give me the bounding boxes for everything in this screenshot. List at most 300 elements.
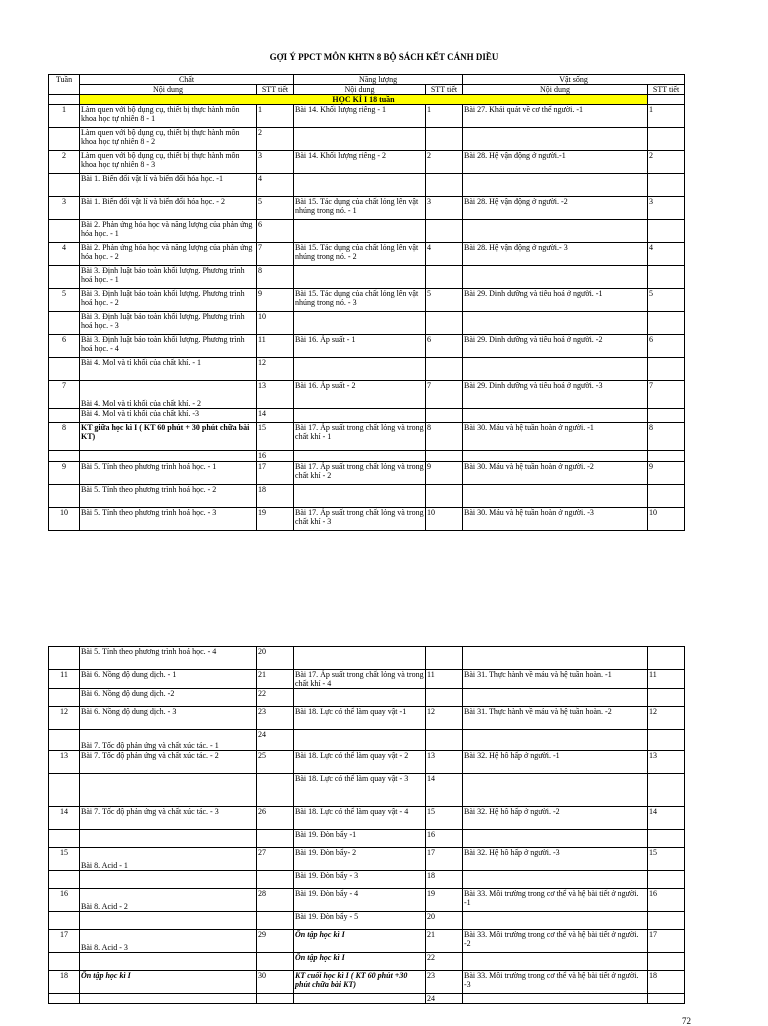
- cell-chat-stt: [257, 830, 294, 848]
- cell-tuan: [49, 358, 80, 381]
- cell-tuan: 9: [49, 462, 80, 485]
- table-row: [49, 289, 685, 312]
- cell-vat-song-stt: [648, 312, 685, 335]
- table-row: [49, 266, 685, 289]
- header-row-columns: [49, 85, 685, 95]
- cell-vat-song-noi-dung: Bài 32. Hệ hô hấp ở người. -1: [463, 751, 648, 774]
- header-stt-tiet: STT tiết: [257, 85, 294, 95]
- cell-vat-song-noi-dung: Bài 29. Dinh dưỡng và tiêu hoá ở người. -1: [463, 289, 648, 312]
- cell-vat-song-stt: [648, 774, 685, 807]
- cell-nang-luong-stt: 13: [426, 751, 463, 774]
- cell-chat-noi-dung: [80, 830, 257, 848]
- cell-chat-stt: 16: [257, 451, 294, 462]
- cell-chat-stt: [257, 774, 294, 807]
- cell-vat-song-stt: [648, 871, 685, 889]
- cell-tuan: 14: [49, 807, 80, 830]
- cell-chat-stt: 9: [257, 289, 294, 312]
- cell-nang-luong-stt: 1: [426, 105, 463, 128]
- cell-nang-luong-stt: 19: [426, 889, 463, 912]
- cell-chat-noi-dung: [80, 994, 257, 1004]
- cell-vat-song-noi-dung: [463, 994, 648, 1004]
- cell-vat-song-stt: [648, 128, 685, 151]
- cell-nang-luong-stt: 6: [426, 335, 463, 358]
- cell-chat-stt: 27: [257, 848, 294, 871]
- cell-chat-stt: 8: [257, 266, 294, 289]
- cell-nang-luong-noi-dung: Bài 19. Đòn bẩy -1: [294, 830, 426, 848]
- cell-vat-song-noi-dung: [463, 953, 648, 971]
- cell-chat-stt: 20: [257, 647, 294, 670]
- table-row: [49, 243, 685, 266]
- cell-nang-luong-noi-dung: Bài 16. Áp suất - 1: [294, 335, 426, 358]
- cell-nang-luong-stt: 23: [426, 971, 463, 994]
- cell-tuan: [49, 871, 80, 889]
- cell-vat-song-noi-dung: Bài 30. Máu và hệ tuần hoàn ở người. -3: [463, 508, 648, 531]
- header-chat: Chất: [80, 75, 294, 85]
- cell-vat-song-noi-dung: [463, 774, 648, 807]
- cell-chat-stt: 21: [257, 670, 294, 689]
- cell-chat-noi-dung: [80, 912, 257, 930]
- cell-tuan: [49, 730, 80, 751]
- cell-vat-song-noi-dung: Bài 33. Môi trường trong cơ thể và hệ bài tiết ở người. -2: [463, 930, 648, 953]
- cell-nang-luong-stt: 20: [426, 912, 463, 930]
- cell-vat-song-noi-dung: Bài 31. Thực hành về máu và hệ tuần hoàn. -2: [463, 707, 648, 730]
- cell-tuan: 6: [49, 335, 80, 358]
- header-noi-dung: Nội dung: [294, 85, 426, 95]
- cell-chat-stt: 18: [257, 485, 294, 508]
- cell-vat-song-noi-dung: [463, 485, 648, 508]
- cell-chat-stt: 4: [257, 174, 294, 197]
- cell-nang-luong-noi-dung: [294, 174, 426, 197]
- cell-nang-luong-stt: 10: [426, 508, 463, 531]
- cell-nang-luong-stt: [426, 128, 463, 151]
- cell-chat-noi-dung: Bài 5. Tính theo phương trình hoá học. - 1: [80, 462, 257, 485]
- cell-tuan: [49, 689, 80, 707]
- cell-nang-luong-stt: [426, 730, 463, 751]
- cell-tuan: 13: [49, 751, 80, 774]
- cell-nang-luong-noi-dung: Bài 17. Áp suất trong chất lỏng và trong chất khí - 1: [294, 423, 426, 451]
- cell-chat-noi-dung: Bài 4. Mol và tỉ khối của chất khí. -3: [80, 409, 257, 423]
- cell-chat-noi-dung: Bài 7. Tốc độ phản ứng và chất xúc tác. - 2: [80, 751, 257, 774]
- cell-chat-noi-dung: Bài 6. Nồng độ dung dịch. - 3: [80, 707, 257, 730]
- cell-nang-luong-noi-dung: [294, 485, 426, 508]
- cell-tuan: [49, 409, 80, 423]
- cell-tuan: [49, 220, 80, 243]
- cell-nang-luong-noi-dung: Ôn tập học kì I: [294, 930, 426, 953]
- cell-vat-song-noi-dung: Bài 29. Dinh dưỡng và tiêu hoá ở người. -2: [463, 335, 648, 358]
- cell-vat-song-stt: [648, 358, 685, 381]
- cell-chat-noi-dung: Ôn tập học kì I: [80, 971, 257, 994]
- table-row: [49, 774, 685, 807]
- table-row: [49, 462, 685, 485]
- cell-chat-noi-dung: [80, 953, 257, 971]
- cell-nang-luong-noi-dung: Bài 19. Đòn bẩy - 4: [294, 889, 426, 912]
- cell-vat-song-stt: 4: [648, 243, 685, 266]
- cell-vat-song-noi-dung: [463, 830, 648, 848]
- cell-vat-song-stt: 2: [648, 151, 685, 174]
- cell-chat-stt: 23: [257, 707, 294, 730]
- cell-chat-stt: 17: [257, 462, 294, 485]
- cell-vat-song-noi-dung: Bài 28. Hệ vận động ở người.- 3: [463, 243, 648, 266]
- cell-chat-noi-dung: Bài 1. Biến đổi vật lí và biến đổi hóa học. -1: [80, 174, 257, 197]
- cell-tuan: [49, 451, 80, 462]
- cell-tuan: 3: [49, 197, 80, 220]
- cell-chat-stt: 25: [257, 751, 294, 774]
- cell-chat-noi-dung: Làm quen với bộ dụng cụ, thiết bị thực hành môn khoa học tự nhiên 8 - 2: [80, 128, 257, 151]
- header-row-groups: [49, 75, 685, 85]
- cell-chat-noi-dung: [80, 871, 257, 889]
- cell-chat-stt: 29: [257, 930, 294, 953]
- cell-tuan: 2: [49, 151, 80, 174]
- header-noi-dung: Nội dung: [463, 85, 648, 95]
- cell-vat-song-stt: [648, 830, 685, 848]
- cell-chat-stt: 28: [257, 889, 294, 912]
- cell-nang-luong-noi-dung: Bài 18. Lực có thể làm quay vật - 3: [294, 774, 426, 807]
- table-row: [49, 848, 685, 871]
- cell-nang-luong-noi-dung: Bài 14. Khối lượng riêng - 2: [294, 151, 426, 174]
- cell-vat-song-stt: 7: [648, 381, 685, 409]
- cell-chat-noi-dung: Bài 5. Tính theo phương trình hoá học. - 3: [80, 508, 257, 531]
- cell-vat-song-stt: 3: [648, 197, 685, 220]
- table-row: [49, 689, 685, 707]
- cell-vat-song-noi-dung: [463, 647, 648, 670]
- table-row: [49, 335, 685, 358]
- cell-nang-luong-noi-dung: KT cuối học kì I ( KT 60 phút +30 phút chữa bài KT): [294, 971, 426, 994]
- cell-nang-luong-noi-dung: [294, 409, 426, 423]
- cell-chat-noi-dung: Bài 8. Acid - 2: [80, 889, 257, 912]
- cell-nang-luong-stt: [426, 451, 463, 462]
- cell-vat-song-noi-dung: [463, 730, 648, 751]
- table-row: [49, 830, 685, 848]
- cell-chat-stt: 30: [257, 971, 294, 994]
- cell-nang-luong-stt: 15: [426, 807, 463, 830]
- cell-nang-luong-noi-dung: [294, 689, 426, 707]
- cell-chat-noi-dung: Làm quen với bộ dụng cụ, thiết bị thực hành môn khoa học tự nhiên 8 - 1: [80, 105, 257, 128]
- cell-chat-noi-dung: [80, 451, 257, 462]
- cell-vat-song-noi-dung: [463, 689, 648, 707]
- cell-chat-stt: [257, 994, 294, 1004]
- cell-chat-stt: 13: [257, 381, 294, 409]
- cell-vat-song-stt: 10: [648, 508, 685, 531]
- cell-vat-song-noi-dung: [463, 358, 648, 381]
- cell-chat-noi-dung: [80, 774, 257, 807]
- table-row: [49, 128, 685, 151]
- cell-nang-luong-noi-dung: Bài 16. Áp suất - 2: [294, 381, 426, 409]
- cell-vat-song-noi-dung: Bài 30. Máu và hệ tuần hoàn ở người. -1: [463, 423, 648, 451]
- cell-nang-luong-stt: 12: [426, 707, 463, 730]
- cell-tuan: 11: [49, 670, 80, 689]
- cell-chat-stt: 12: [257, 358, 294, 381]
- table-row: [49, 670, 685, 689]
- cell-nang-luong-noi-dung: Bài 15. Tác dụng của chất lỏng lên vật nhúng trong nó. - 3: [294, 289, 426, 312]
- cell-vat-song-stt: 13: [648, 751, 685, 774]
- cell-vat-song-stt: [648, 953, 685, 971]
- cell-chat-noi-dung: KT giữa học kì I ( KT 60 phút + 30 phút chữa bài KT): [80, 423, 257, 451]
- cell-nang-luong-noi-dung: [294, 266, 426, 289]
- cell-nang-luong-stt: 7: [426, 381, 463, 409]
- table-row: [49, 751, 685, 774]
- cell-chat-noi-dung: Bài 6. Nồng độ dung dịch. - 1: [80, 670, 257, 689]
- cell-nang-luong-noi-dung: [294, 312, 426, 335]
- cell-chat-noi-dung: Bài 3. Định luật bảo toàn khối lượng. Phương trình hoá học. - 1: [80, 266, 257, 289]
- cell-nang-luong-stt: 2: [426, 151, 463, 174]
- semester-row: [49, 95, 685, 105]
- table-row: [49, 381, 685, 409]
- cell-nang-luong-stt: 18: [426, 871, 463, 889]
- cell-nang-luong-noi-dung: Bài 17. Áp suất trong chất lỏng và trong chất khí - 4: [295, 670, 424, 688]
- cell-nang-luong-noi-dung: Bài 17. Áp suất trong chất lỏng và trong chất khí - 3: [294, 508, 426, 531]
- cell-tuan: [49, 994, 80, 1004]
- cell-nang-luong-stt: [426, 358, 463, 381]
- cell-chat-noi-dung: Bài 1. Biến đổi vật lí và biến đổi hóa học. - 2: [80, 197, 257, 220]
- cell-nang-luong-noi-dung: Bài 18. Lực có thể làm quay vật - 4: [294, 807, 426, 830]
- cell-chat-noi-dung: Làm quen với bộ dụng cụ, thiết bị thực hành môn khoa học tự nhiên 8 - 3: [80, 151, 257, 174]
- cell-nang-luong-stt: 11: [426, 670, 463, 689]
- cell-chat-noi-dung: Bài 7. Tốc độ phản ứng và chất xúc tác. - 3: [80, 807, 257, 830]
- cell-nang-luong-stt: [426, 689, 463, 707]
- page-number: 72: [682, 1016, 691, 1026]
- cell-vat-song-noi-dung: [463, 871, 648, 889]
- cell-vat-song-stt: 15: [648, 848, 685, 871]
- cell-nang-luong-stt: [426, 174, 463, 197]
- cell-tuan: 4: [49, 243, 80, 266]
- cell-vat-song-noi-dung: [463, 312, 648, 335]
- cell-chat-noi-dung: Bài 6. Nồng độ dung dịch. -2: [80, 689, 257, 707]
- cell-vat-song-noi-dung: [463, 174, 648, 197]
- cell-chat-stt: [257, 871, 294, 889]
- table-row: [49, 451, 685, 462]
- cell-vat-song-stt: [648, 912, 685, 930]
- cell-nang-luong-stt: [426, 485, 463, 508]
- cell-chat-stt: 3: [257, 151, 294, 174]
- cell-vat-song-stt: [648, 409, 685, 423]
- cell-nang-luong-noi-dung: Bài 19. Đòn bẩy- 2: [294, 848, 426, 871]
- cell-tuan: 17: [49, 930, 80, 953]
- cell-vat-song-noi-dung: [463, 451, 648, 462]
- table-row: [49, 508, 685, 531]
- table-row: [49, 647, 685, 670]
- cell-tuan: 15: [49, 848, 80, 871]
- cell-tuan: [49, 312, 80, 335]
- cell-vat-song-stt: [648, 689, 685, 707]
- cell-vat-song-noi-dung: [463, 220, 648, 243]
- cell-tuan: 8: [49, 423, 80, 451]
- cell-vat-song-noi-dung: Bài 28. Hệ vận động ở người.-1: [463, 151, 648, 174]
- cell-tuan: 10: [49, 508, 80, 531]
- cell-vat-song-stt: 6: [648, 335, 685, 358]
- table-row: [49, 358, 685, 381]
- table-row: [49, 871, 685, 889]
- cell-nang-luong-stt: 17: [426, 848, 463, 871]
- cell-vat-song-stt: [648, 647, 685, 670]
- cell-vat-song-stt: 16: [648, 889, 685, 912]
- header-stt-tiet: STT tiết: [648, 85, 685, 95]
- cell-chat-stt: 5: [257, 197, 294, 220]
- cell-chat-stt: 11: [257, 335, 294, 358]
- cell-vat-song-stt: 5: [648, 289, 685, 312]
- cell-vat-song-stt: 14: [648, 807, 685, 830]
- cell-vat-song-stt: [648, 266, 685, 289]
- cell-chat-noi-dung: Bài 8. Acid - 3: [80, 930, 257, 953]
- cell-vat-song-noi-dung: Bài 33. Môi trường trong cơ thể và hệ bài tiết ở người. -1: [463, 889, 648, 912]
- table-row: [49, 485, 685, 508]
- cell-nang-luong-noi-dung: Bài 15. Tác dụng của chất lỏng lên vật nhúng trong nó. - 1: [294, 197, 426, 220]
- cell-chat-stt: 15: [257, 423, 294, 451]
- cell-chat-noi-dung: Bài 5. Tính theo phương trình hoá học. - 2: [80, 485, 257, 508]
- cell-nang-luong-noi-dung: [294, 730, 426, 751]
- header-tuan: Tuần: [49, 75, 80, 95]
- cell-chat-noi-dung: Bài 3. Định luật bảo toàn khối lượng. Phương trình hoá học. - 3: [80, 312, 257, 335]
- table-row: [49, 312, 685, 335]
- cell-nang-luong-noi-dung: [294, 647, 426, 670]
- table-row: [49, 409, 685, 423]
- cell-chat-stt: [257, 912, 294, 930]
- cell-chat-noi-dung: Bài 3. Định luật bảo toàn khối lượng. Phương trình hoá học. - 2: [80, 289, 257, 312]
- cell-nang-luong-noi-dung: [294, 358, 426, 381]
- cell-nang-luong-noi-dung: [294, 994, 426, 1004]
- cell-tuan: [49, 174, 80, 197]
- header-noi-dung: Nội dung: [80, 85, 257, 95]
- cell-nang-luong-stt: [426, 220, 463, 243]
- cell-tuan: 1: [49, 105, 80, 128]
- cell-nang-luong-stt: [426, 647, 463, 670]
- cell-nang-luong-stt: [426, 266, 463, 289]
- cell-nang-luong-stt: 21: [426, 930, 463, 953]
- cell-chat-noi-dung: Bài 4. Mol và tỉ khối của chất khí. - 2: [80, 381, 257, 409]
- header-vat-song: Vật sống: [463, 75, 685, 85]
- cell-vat-song-stt: [648, 994, 685, 1004]
- cell-vat-song-stt: 18: [648, 971, 685, 994]
- cell-nang-luong-noi-dung: Bài 19. Đòn bẩy - 5: [294, 912, 426, 930]
- cell-nang-luong-noi-dung: Bài 19. Đòn bẩy - 3: [294, 871, 426, 889]
- table-row: [49, 220, 685, 243]
- cell-chat-stt: 10: [257, 312, 294, 335]
- cell-tuan: 18: [49, 971, 80, 994]
- cell-tuan: [49, 485, 80, 508]
- cell-vat-song-noi-dung: [463, 912, 648, 930]
- cell-vat-song-noi-dung: Bài 27. Khái quát về cơ thể người. -1: [463, 105, 648, 128]
- cell-nang-luong-noi-dung: Ôn tập học kì I: [294, 953, 426, 971]
- cell-nang-luong-noi-dung: [294, 451, 426, 462]
- cell-chat-noi-dung: Bài 8. Acid - 1: [80, 848, 257, 871]
- cell-vat-song-noi-dung: Bài 31. Thực hành về máu và hệ tuần hoàn. -1: [463, 670, 648, 689]
- cell-nang-luong-stt: 9: [426, 462, 463, 485]
- cell-tuan: 12: [49, 707, 80, 730]
- cell-nang-luong-noi-dung: Bài 18. Lực có thể làm quay vật - 2: [294, 751, 426, 774]
- cell-chat-noi-dung: Bài 4. Mol và tỉ khối của chất khí. - 1: [80, 358, 257, 381]
- cell-vat-song-stt: 12: [648, 707, 685, 730]
- cell-tuan: 5: [49, 289, 80, 312]
- cell-chat-stt: 26: [257, 807, 294, 830]
- cell-nang-luong-noi-dung: Bài 17. Áp suất trong chất lỏng và trong chất khí - 2: [294, 462, 426, 485]
- cell-vat-song-stt: 8: [648, 423, 685, 451]
- table-row: [49, 889, 685, 912]
- cell-nang-luong-stt: 14: [426, 774, 463, 807]
- table-row: [49, 707, 685, 730]
- table-row: [49, 730, 685, 751]
- cell-nang-luong-stt: 3: [426, 197, 463, 220]
- cell-chat-stt: 7: [257, 243, 294, 266]
- header-stt-tiet: STT tiết: [426, 85, 463, 95]
- cell-vat-song-noi-dung: Bài 32. Hệ hô hấp ở người. -3: [463, 848, 648, 871]
- cell-chat-stt: 19: [257, 508, 294, 531]
- cell-tuan: [49, 912, 80, 930]
- cell-tuan: 7: [49, 381, 80, 409]
- table-row: [49, 930, 685, 953]
- cell-vat-song-stt: [648, 451, 685, 462]
- table-row: [49, 807, 685, 830]
- cell-chat-noi-dung: Bài 7. Tốc độ phản ứng và chất xúc tác. - 1: [80, 730, 257, 751]
- cell-vat-song-stt: [648, 220, 685, 243]
- cell-tuan: [49, 647, 80, 670]
- cell-chat-noi-dung: Bài 3. Định luật bảo toàn khối lượng. Phương trình hoá học. - 4: [80, 335, 257, 358]
- schedule-table-part-1: [48, 74, 685, 531]
- header-nang-luong: Năng lượng: [294, 75, 463, 85]
- cell-nang-luong-stt: 16: [426, 830, 463, 848]
- cell-nang-luong-noi-dung: Bài 14. Khối lượng riêng - 1: [294, 105, 426, 128]
- cell-vat-song-stt: 11: [648, 670, 685, 689]
- cell-nang-luong-stt: 5: [426, 289, 463, 312]
- cell-vat-song-noi-dung: [463, 409, 648, 423]
- cell-chat-stt: 14: [257, 409, 294, 423]
- cell-vat-song-noi-dung: Bài 33. Môi trường trong cơ thể và hệ bài tiết ở người. -3: [463, 971, 648, 994]
- cell-vat-song-noi-dung: Bài 28. Hệ vận động ở người. -2: [463, 197, 648, 220]
- cell-nang-luong-stt: 4: [426, 243, 463, 266]
- cell-vat-song-stt: [648, 730, 685, 751]
- semester-label: HỌC KÌ I 18 tuần: [80, 95, 648, 105]
- table-row: [49, 423, 685, 451]
- cell-nang-luong-stt: [426, 409, 463, 423]
- table-row: [49, 953, 685, 971]
- cell-nang-luong-noi-dung: [294, 220, 426, 243]
- cell-chat-stt: 24: [257, 730, 294, 751]
- table-row: [49, 994, 685, 1004]
- cell-nang-luong-noi-dung: [294, 128, 426, 151]
- cell-vat-song-stt: 17: [648, 930, 685, 953]
- cell-chat-noi-dung: Bài 2. Phản ứng hóa học và năng lượng của phản ứng hóa học. - 1: [80, 220, 257, 243]
- cell-vat-song-stt: [648, 485, 685, 508]
- table-row: [49, 971, 685, 994]
- cell-vat-song-noi-dung: [463, 266, 648, 289]
- cell-nang-luong-stt: 22: [426, 953, 463, 971]
- cell-nang-luong-stt: 24: [426, 994, 463, 1004]
- cell-tuan: [49, 953, 80, 971]
- cell-nang-luong-noi-dung: Bài 15. Tác dụng của chất lỏng lên vật nhúng trong nó. - 2: [294, 243, 426, 266]
- cell-chat-stt: [257, 953, 294, 971]
- cell-chat-stt: 6: [257, 220, 294, 243]
- table-row: [49, 105, 685, 128]
- cell-vat-song-noi-dung: Bài 30. Máu và hệ tuần hoàn ở người. -2: [463, 462, 648, 485]
- cell-vat-song-stt: 1: [648, 105, 685, 128]
- schedule-table-part-2: [48, 646, 685, 1004]
- cell-chat-stt: 1: [257, 105, 294, 128]
- cell-nang-luong-stt: [426, 312, 463, 335]
- page-title: GỢI Ý PPCT MÔN KHTN 8 BỘ SÁCH KẾT CÁNH DIỀU: [269, 52, 499, 62]
- table-row: [49, 197, 685, 220]
- cell-nang-luong-noi-dung: Bài 18. Lực có thể làm quay vật -1: [294, 707, 426, 730]
- cell-vat-song-stt: 9: [648, 462, 685, 485]
- cell-vat-song-noi-dung: Bài 29. Dinh dưỡng và tiêu hoá ở người. -3: [463, 381, 648, 409]
- table-row: [49, 151, 685, 174]
- cell-vat-song-stt: [648, 174, 685, 197]
- cell-tuan: 16: [49, 889, 80, 912]
- cell-chat-stt: 22: [257, 689, 294, 707]
- cell-chat-noi-dung: Bài 2. Phản ứng hóa học và năng lượng của phản ứng hóa học. - 2: [80, 243, 257, 266]
- cell-tuan: [49, 266, 80, 289]
- cell-chat-stt: 2: [257, 128, 294, 151]
- table-row: [49, 174, 685, 197]
- cell-tuan: [49, 774, 80, 807]
- cell-chat-noi-dung: Bài 5. Tính theo phương trình hoá học. - 4: [80, 647, 257, 670]
